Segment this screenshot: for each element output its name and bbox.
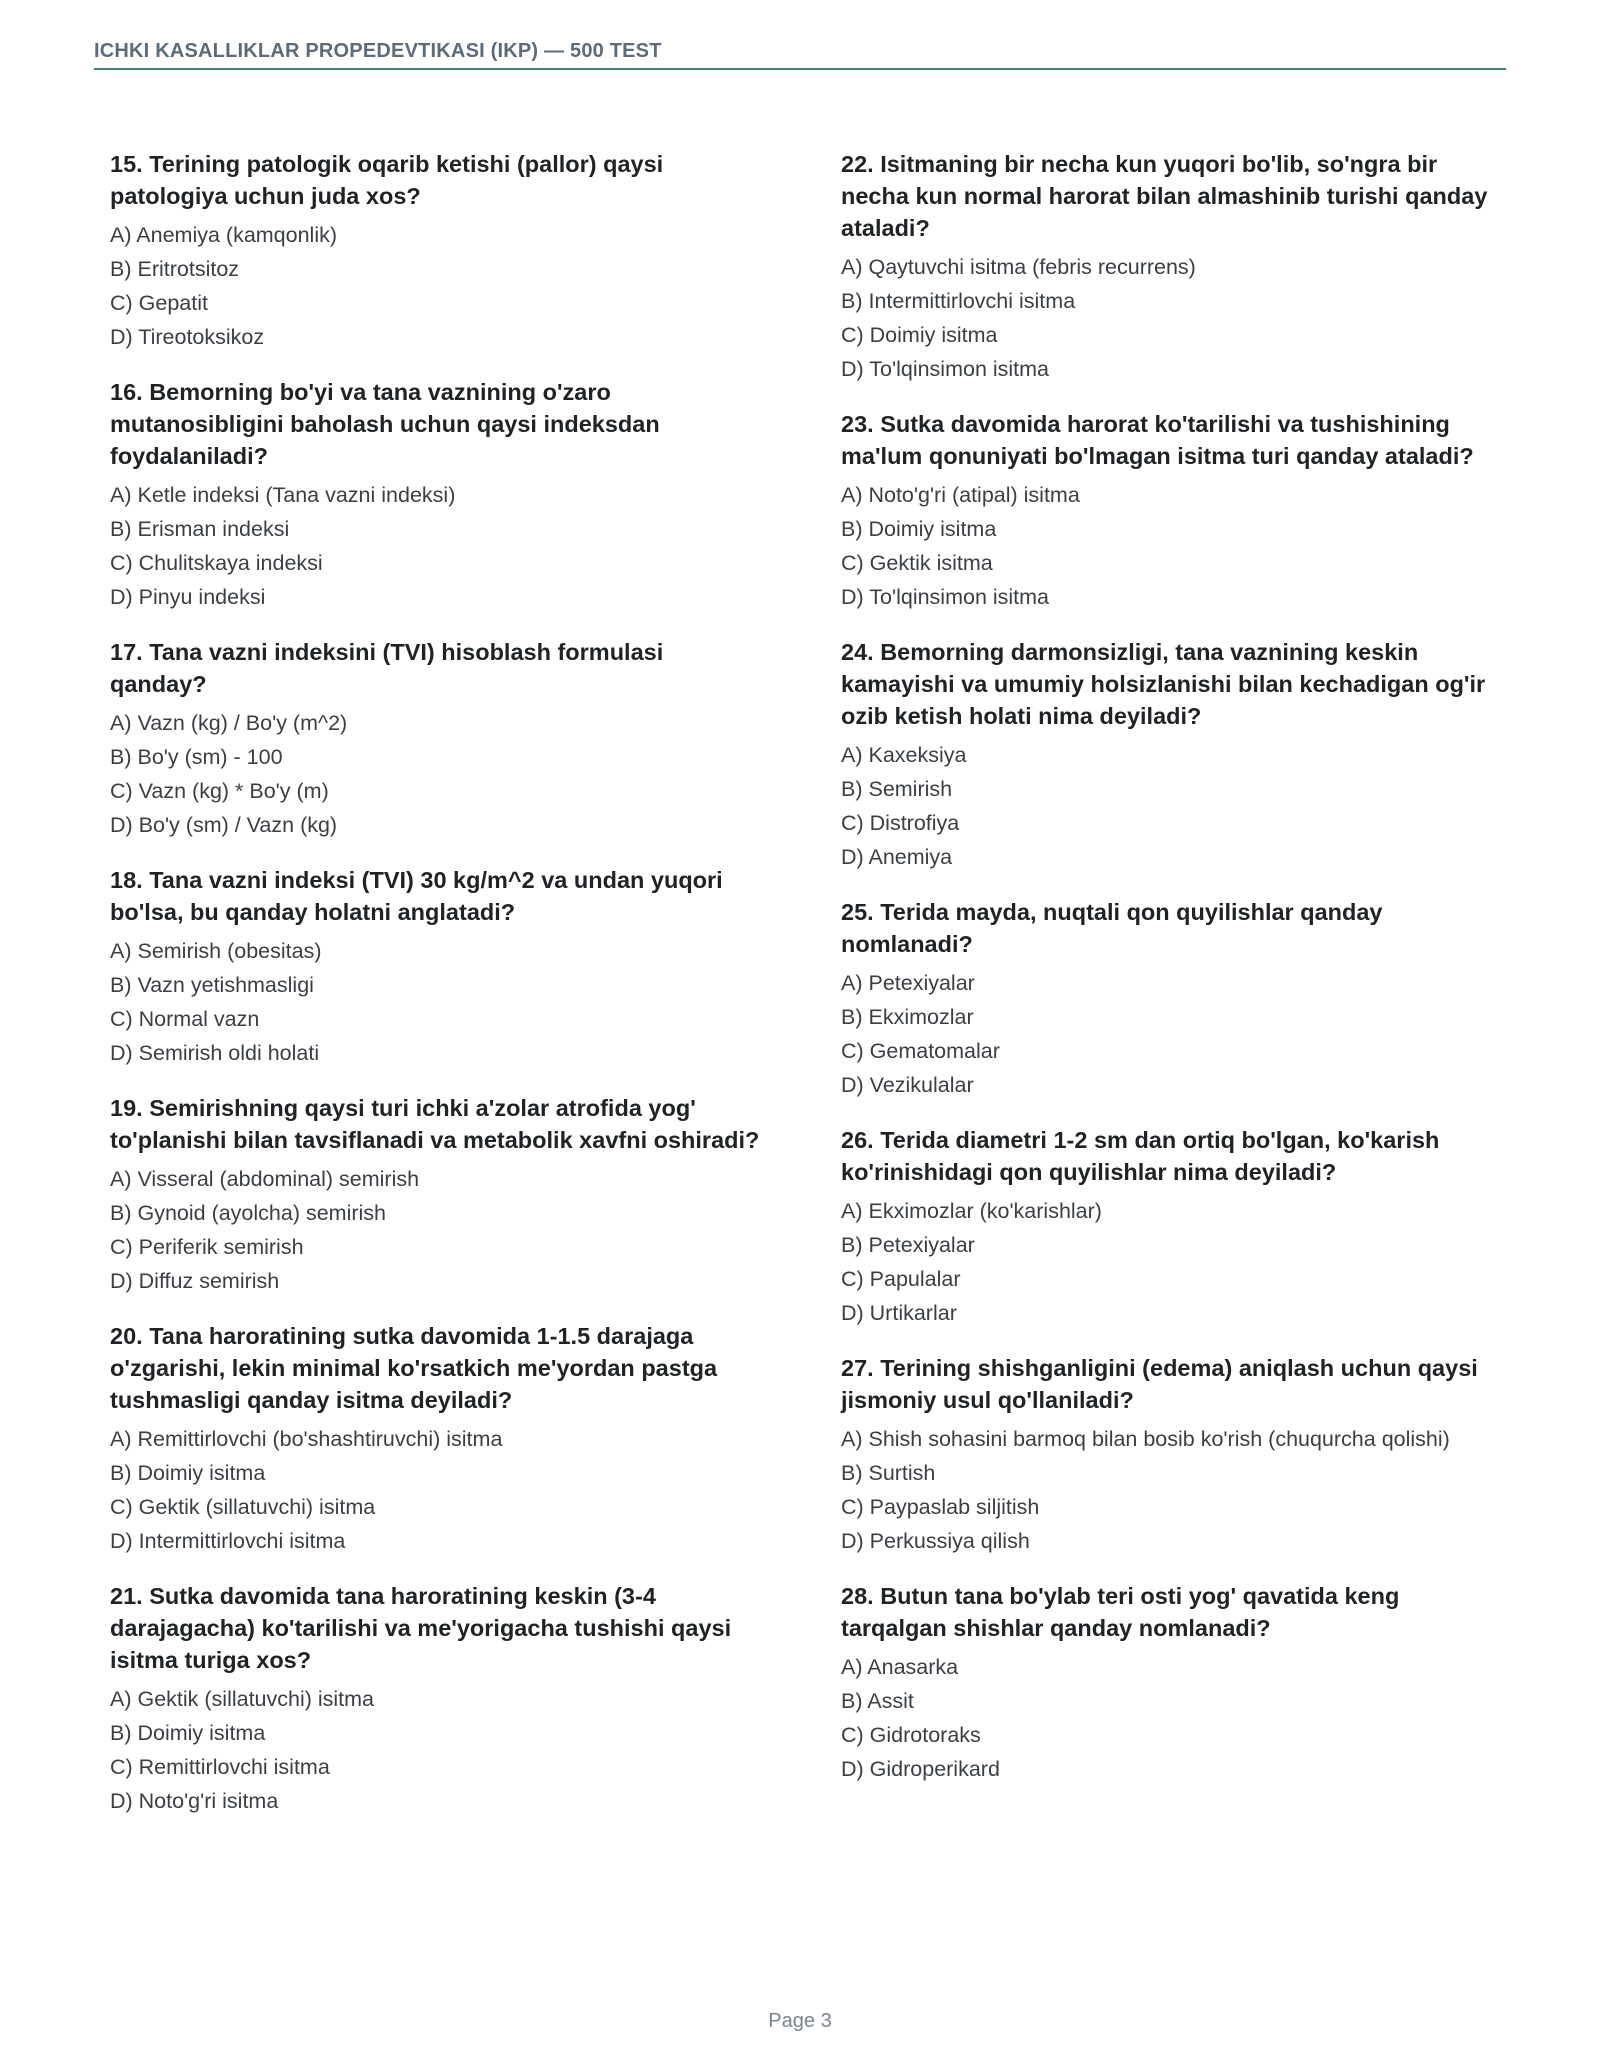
question-block [841,148,1521,386]
document-title: ICHKI KASALLIKLAR PROPEDEVTIKASI (IKP) — 500 TEST [94,40,662,62]
answer-options [841,966,1521,1102]
question-block [110,864,790,1070]
answer-options [110,934,790,1070]
answer-option: A) Ketle indeksi (Tana vazni indeksi) [110,483,456,507]
question-text: 15. Terining patologik oqarib ketishi (pallor) qaysi patologiya uchun juda xos? [110,151,664,209]
answer-options [841,250,1521,386]
question-block [841,408,1521,614]
answer-options [110,1682,790,1818]
question-text: 19. Semirishning qaysi turi ichki a'zolar atrofida yog' to'planishi bilan tavsiflanadi va metabolik xavfni oshiradi? [110,1095,760,1153]
answer-options [110,218,790,354]
answer-option: D) To'lqinsimon isitma [841,357,1050,381]
question-block [110,1320,790,1558]
answer-option: A) Kaxeksiya [841,743,967,767]
answer-option: A) Vazn (kg) / Bo'y (m^2) [110,711,348,735]
answer-option: C) Gektik isitma [841,551,993,575]
question-block [841,896,1521,1102]
answer-options [110,1162,790,1298]
answer-option: B) Doimiy isitma [841,517,997,541]
answer-option: A) Anasarka [841,1655,959,1679]
answer-option: D) Vezikulalar [841,1073,974,1097]
answer-option: D) Diffuz semirish [110,1269,280,1293]
question-block [110,148,790,354]
answer-option: C) Chulitskaya indeksi [110,551,323,575]
answer-option: A) Anemiya (kamqonlik) [110,223,338,247]
answer-option: D) Bo'y (sm) / Vazn (kg) [110,813,338,837]
answer-option: A) Noto'g'ri (atipal) isitma [841,483,1080,507]
answer-option: B) Surtish [841,1461,936,1485]
answer-option: B) Semirish [841,777,953,801]
answer-options [841,478,1521,614]
answer-option: C) Normal vazn [110,1007,260,1031]
answer-option: D) Semirish oldi holati [110,1041,320,1065]
answer-options [110,706,790,842]
answer-option: C) Remittirlovchi isitma [110,1755,330,1779]
question-text: 27. Terining shishganligini (edema) aniqlash uchun qaysi jismoniy usul qo'llaniladi? [841,1355,1478,1413]
answer-option: C) Papulalar [841,1267,961,1291]
answer-option: B) Eritrotsitoz [110,257,240,281]
question-text: 28. Butun tana bo'ylab teri osti yog' qavatida keng tarqalgan shishlar qanday nomlanadi? [841,1583,1400,1641]
left-column [110,148,790,1840]
answer-option: C) Gematomalar [841,1039,1000,1063]
answer-option: B) Doimiy isitma [110,1461,266,1485]
question-block [841,1580,1521,1786]
answer-option: B) Doimiy isitma [110,1721,266,1745]
answer-option: B) Vazn yetishmasligi [110,973,314,997]
question-text: 26. Terida diametri 1-2 sm dan ortiq bo'lgan, ko'karish ko'rinishidagi qon quyilishlar nima deyiladi? [841,1127,1440,1185]
answer-options [841,738,1521,874]
question-text: 23. Sutka davomida harorat ko'tarilishi va tushishining ma'lum qonuniyati bo'lmagan isitma turi qanday ataladi? [841,411,1474,469]
question-text: 20. Tana haroratining sutka davomida 1-1.5 darajaga o'zgarishi, lekin minimal ko'rsatkich me'yordan pastga tushmasligi qanday isitma deyiladi? [110,1323,718,1413]
answer-option: D) Gidroperikard [841,1757,1000,1781]
right-column [841,148,1521,1808]
answer-option: C) Doimiy isitma [841,323,998,347]
question-block [841,636,1521,874]
answer-option: A) Shish sohasini barmoq bilan bosib ko'rish (chuqurcha qolishi) [841,1427,1450,1451]
answer-option: A) Visseral (abdominal) semirish [110,1167,420,1191]
answer-options [841,1422,1521,1558]
question-text: 17. Tana vazni indeksini (TVI) hisoblash formulasi qanday? [110,639,664,697]
answer-option: A) Semirish (obesitas) [110,939,322,963]
answer-option: D) Pinyu indeksi [110,585,266,609]
page-number: Page 3 [768,2010,832,2032]
answer-option: C) Vazn (kg) * Bo'y (m) [110,779,329,803]
answer-option: B) Bo'y (sm) - 100 [110,745,283,769]
answer-options [110,478,790,614]
question-text: 18. Tana vazni indeksi (TVI) 30 kg/m^2 va undan yuqori bo'lsa, bu qanday holatni anglatadi? [110,867,723,925]
answer-option: C) Periferik semirish [110,1235,304,1259]
answer-option: D) Urtikarlar [841,1301,957,1325]
question-text: 22. Isitmaning bir necha kun yuqori bo'lib, so'ngra bir necha kun normal harorat bilan almashinib turishi qanday ataladi? [841,151,1488,241]
question-block [110,376,790,614]
answer-option: A) Remittirlovchi (bo'shashtiruvchi) isitma [110,1427,503,1451]
answer-option: C) Paypaslab siljitish [841,1495,1040,1519]
answer-option: C) Gepatit [110,291,208,315]
answer-option: D) Intermittirlovchi isitma [110,1529,346,1553]
question-block [841,1124,1521,1330]
question-block [841,1352,1521,1558]
question-text: 24. Bemorning darmonsizligi, tana vaznining keskin kamayishi va umumiy holsizlanishi bilan kechadigan og'ir ozib ketish holati nima deyiladi? [841,639,1486,729]
answer-option: B) Assit [841,1689,914,1713]
question-block [110,1580,790,1818]
answer-option: D) Noto'g'ri isitma [110,1789,279,1813]
answer-option: B) Erisman indeksi [110,517,290,541]
question-text: 25. Terida mayda, nuqtali qon quyilishlar qanday nomlanadi? [841,899,1383,957]
answer-option: A) Petexiyalar [841,971,975,995]
question-text: 16. Bemorning bo'yi va tana vaznining o'zaro mutanosibligini baholash uchun qaysi indeksdan foydalaniladi? [110,379,660,469]
answer-options [110,1422,790,1558]
answer-option: B) Intermittirlovchi isitma [841,289,1076,313]
question-block [110,636,790,842]
answer-option: C) Gektik (sillatuvchi) isitma [110,1495,376,1519]
answer-option: C) Distrofiya [841,811,960,835]
answer-option: B) Petexiyalar [841,1233,975,1257]
answer-option: D) To'lqinsimon isitma [841,585,1050,609]
answer-option: D) Tireotoksikoz [110,325,265,349]
answer-option: A) Gektik (sillatuvchi) isitma [110,1687,375,1711]
answer-option: D) Anemiya [841,845,953,869]
question-block [110,1092,790,1298]
question-text: 21. Sutka davomida tana haroratining keskin (3-4 darajagacha) ko'tarilishi va me'yorigacha tushishi qaysi isitma turiga xos? [110,1583,732,1673]
answer-option: A) Ekximozlar (ko'karishlar) [841,1199,1102,1223]
answer-options [841,1194,1521,1330]
answer-option: C) Gidrotoraks [841,1723,981,1747]
answer-option: B) Ekximozlar [841,1005,974,1029]
answer-option: A) Qaytuvchi isitma (febris recurrens) [841,255,1196,279]
answer-options [841,1650,1521,1786]
page-header [94,36,1506,70]
answer-option: D) Perkussiya qilish [841,1529,1030,1553]
answer-option: B) Gynoid (ayolcha) semirish [110,1201,387,1225]
